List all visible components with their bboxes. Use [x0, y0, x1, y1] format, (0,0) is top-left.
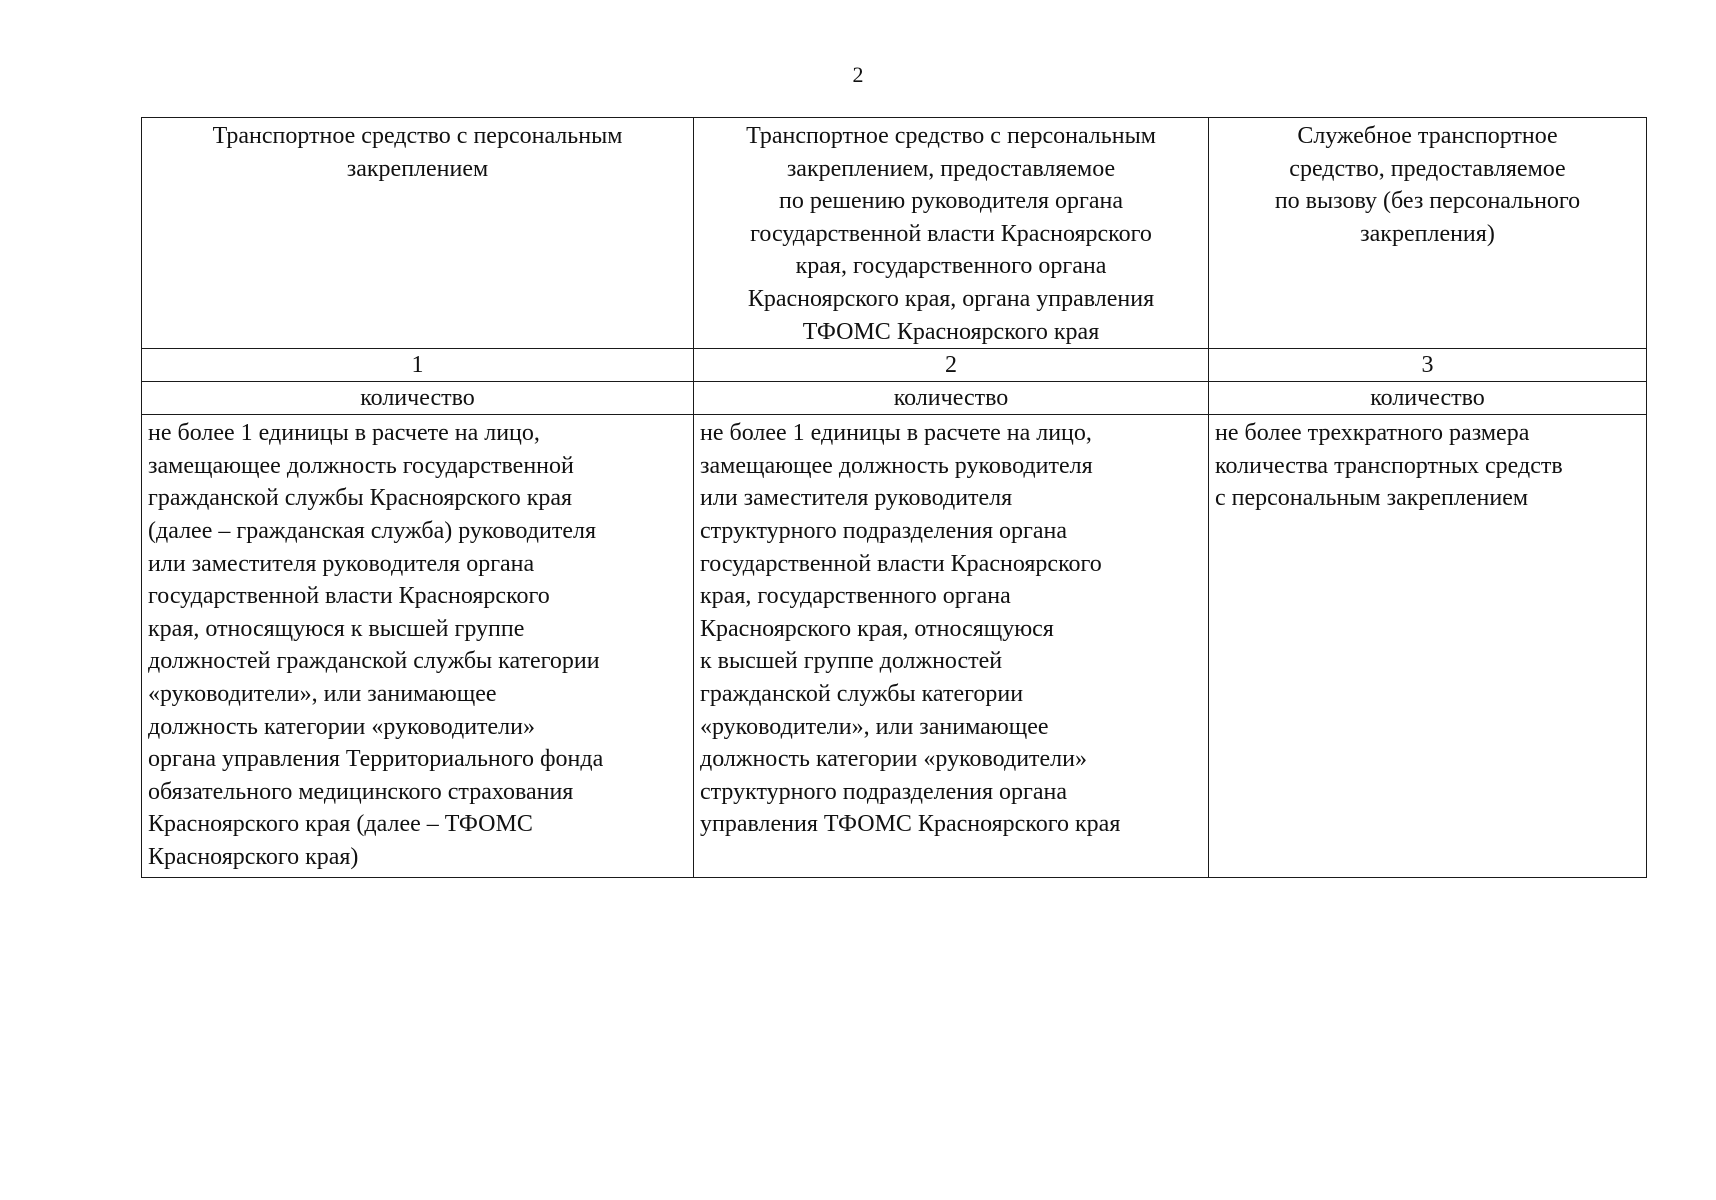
cell-text-line: Красноярского края) — [148, 843, 359, 870]
cell-text-line: Красноярского края (далее – ТФОМС — [148, 811, 533, 838]
cell-text-line: по вызову (без персонального — [1274, 188, 1581, 215]
section-label-cell: количество — [1209, 382, 1647, 415]
cell-text-line: государственной власти Красноярского — [700, 550, 1102, 577]
cell-text-line: по решению руководителя органа — [778, 188, 1124, 215]
cell-text-line: должность категории «руководители» — [148, 713, 535, 740]
section-label-cell: количество — [694, 382, 1209, 415]
header-cell — [694, 118, 1209, 349]
cell-text-line: органа управления Территориального фонда — [148, 746, 604, 773]
cell-text-line: «руководители», или занимающее — [700, 713, 1049, 740]
cell-text-line: государственной власти Красноярского — [750, 220, 1152, 247]
vehicle-norms-table — [141, 117, 1647, 878]
body-cell — [1209, 415, 1647, 878]
column-number-cell: 3 — [1209, 349, 1647, 382]
cell-text-line: замещающее должность руководителя — [700, 452, 1093, 479]
cell-text-line: с персональным закреплением — [1215, 485, 1529, 512]
body-cell — [142, 415, 694, 878]
cell-text-line: должностей гражданской службы категории — [148, 648, 600, 675]
cell-text-line: или заместителя руководителя — [700, 485, 1013, 512]
cell-text-line: Транспортное средство с персональным — [746, 123, 1156, 149]
column-number-cell: 2 — [694, 349, 1209, 382]
cell-text-line: структурного подразделения органа — [700, 517, 1067, 544]
cell-text-line: средство, предоставляемое — [1289, 155, 1566, 182]
header-cell — [142, 118, 694, 349]
cell-text-line: структурного подразделения органа — [700, 778, 1067, 805]
cell-text-line: (далее – гражданская служба) руководителя — [148, 517, 597, 544]
section-label-row — [142, 382, 1647, 415]
table-header-row — [142, 118, 1647, 349]
table-body-row — [142, 415, 1647, 878]
column-number-row — [142, 349, 1647, 382]
cell-text-line: ТФОМС Красноярского края — [802, 318, 1100, 345]
section-label-cell: количество — [142, 382, 694, 415]
cell-text-line: закрепления) — [1360, 220, 1495, 247]
cell-text-line: Красноярского края, относящуюся — [700, 615, 1054, 642]
cell-text-line: Служебное транспортное — [1297, 123, 1558, 149]
cell-text-line: края, относящуюся к высшей группе — [148, 615, 525, 642]
cell-text-line: «руководители», или занимающее — [148, 680, 497, 707]
cell-text-line: количества транспортных средств — [1215, 452, 1563, 479]
cell-text-line: или заместителя руководителя органа — [148, 550, 535, 577]
cell-text-line: управления ТФОМС Красноярского края — [700, 811, 1121, 838]
column-number-cell: 1 — [142, 349, 694, 382]
body-cell — [694, 415, 1209, 878]
cell-text-line: обязательного медицинского страхования — [148, 778, 574, 805]
cell-text-line: государственной власти Красноярского — [148, 583, 550, 610]
cell-text-line: закреплением, предоставляемое — [786, 155, 1116, 182]
cell-text-line: к высшей группе должностей — [700, 648, 1003, 675]
cell-text-line: края, государственного органа — [795, 253, 1107, 280]
cell-text-line: не более 1 единицы в расчете на лицо, — [700, 420, 1092, 447]
cell-text-line: Красноярского края, органа управления — [747, 285, 1155, 312]
page-number: 2 — [852, 62, 864, 87]
cell-text-line: Транспортное средство с персональным — [212, 123, 623, 149]
cell-text-line: гражданской службы категории — [700, 680, 1024, 707]
cell-text-line: закреплением — [346, 155, 489, 182]
cell-text-line: замещающее должность государственной — [148, 452, 574, 479]
cell-text-line: должность категории «руководители» — [700, 746, 1087, 773]
cell-text-line: гражданской службы Красноярского края — [148, 485, 573, 512]
cell-text-line: края, государственного органа — [700, 583, 1011, 610]
header-cell — [1209, 118, 1647, 349]
cell-text-line: не более 1 единицы в расчете на лицо, — [148, 420, 540, 447]
cell-text-line: не более трехкратного размера — [1215, 420, 1530, 447]
